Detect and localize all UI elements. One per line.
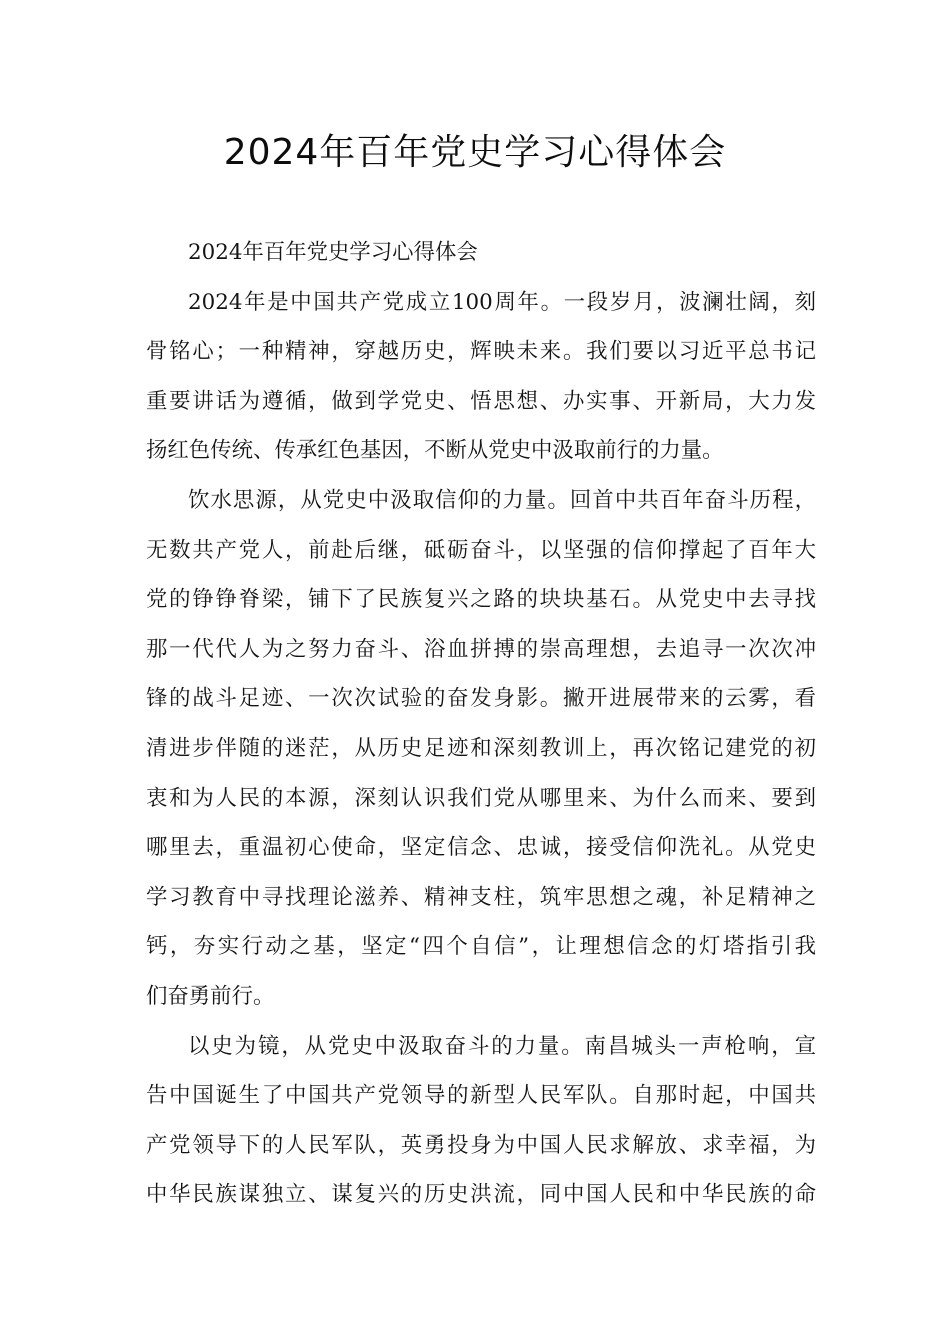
paragraph-3-line-2: 告中国诞生了中国共产党领导的新型人民军队。自那时起，中国共	[146, 1083, 816, 1109]
paragraph-2-line-11: 们奋勇前行。	[146, 983, 275, 1009]
paragraph-2-line-8: 哪里去，重温初心使命，坚定信念、忠诚，接受信仰洗礼。从党史	[146, 835, 816, 861]
paragraph-2-line-6: 清进步伴随的迷茫，从历史足迹和深刻教训上，再次铭记建党的初	[146, 735, 816, 761]
subtitle-line: 2024年百年党史学习心得体会	[188, 240, 478, 265]
paragraph-2-line-5: 锋的战斗足迹、一次次试验的奋发身影。撇开进展带来的云雾，看	[146, 686, 816, 712]
paragraph-2-line-3: 党的铮铮脊梁，铺下了民族复兴之路的块块基石。从党史中去寻找	[146, 587, 816, 613]
paragraph-2-line-1: 饮水思源，从党史中汲取信仰的力量。回首中共百年奋斗历程，	[188, 487, 816, 513]
paragraph-2-line-10: 钙，夯实行动之基，坚定“四个自信”，让理想信念的灯塔指引我	[146, 934, 816, 960]
paragraph-1-line-4: 扬红色传统、传承红色基因，不断从党史中汲取前行的力量。	[146, 438, 724, 464]
paragraph-1-line-2: 骨铭心；一种精神，穿越历史，辉映未来。我们要以习近平总书记	[146, 339, 816, 365]
paragraph-1-line-1: 2024年是中国共产党成立100周年。一段岁月，波澜壮阔，刻	[188, 289, 816, 315]
paragraph-2-line-2: 无数共产党人，前赴后继，砥砺奋斗，以坚强的信仰撑起了百年大	[146, 537, 816, 563]
paragraph-1-line-3: 重要讲话为遵循，做到学党史、悟思想、办实事、开新局，大力发	[146, 388, 816, 414]
paragraph-2-line-9: 学习教育中寻找理论滋养、精神支柱，筑牢思想之魂，补足精神之	[146, 884, 816, 910]
paragraph-3-line-3: 产党领导下的人民军队，英勇投身为中国人民求解放、求幸福，为	[146, 1132, 816, 1158]
paragraph-2-line-4: 那一代代人为之努力奋斗、浴血拼搏的崇高理想，去追寻一次次冲	[146, 636, 816, 662]
paragraph-3-line-4: 中华民族谋独立、谋复兴的历史洪流，同中国人民和中华民族的命	[146, 1182, 816, 1208]
paragraph-2-line-7: 衷和为人民的本源，深刻认识我们党从哪里来、为什么而来、要到	[146, 785, 816, 811]
paragraph-3-line-1: 以史为镜，从党史中汲取奋斗的力量。南昌城头一声枪响，宣	[188, 1033, 816, 1059]
document-title: 2024年百年党史学习心得体会	[223, 132, 727, 173]
document-body	[146, 228, 816, 1220]
